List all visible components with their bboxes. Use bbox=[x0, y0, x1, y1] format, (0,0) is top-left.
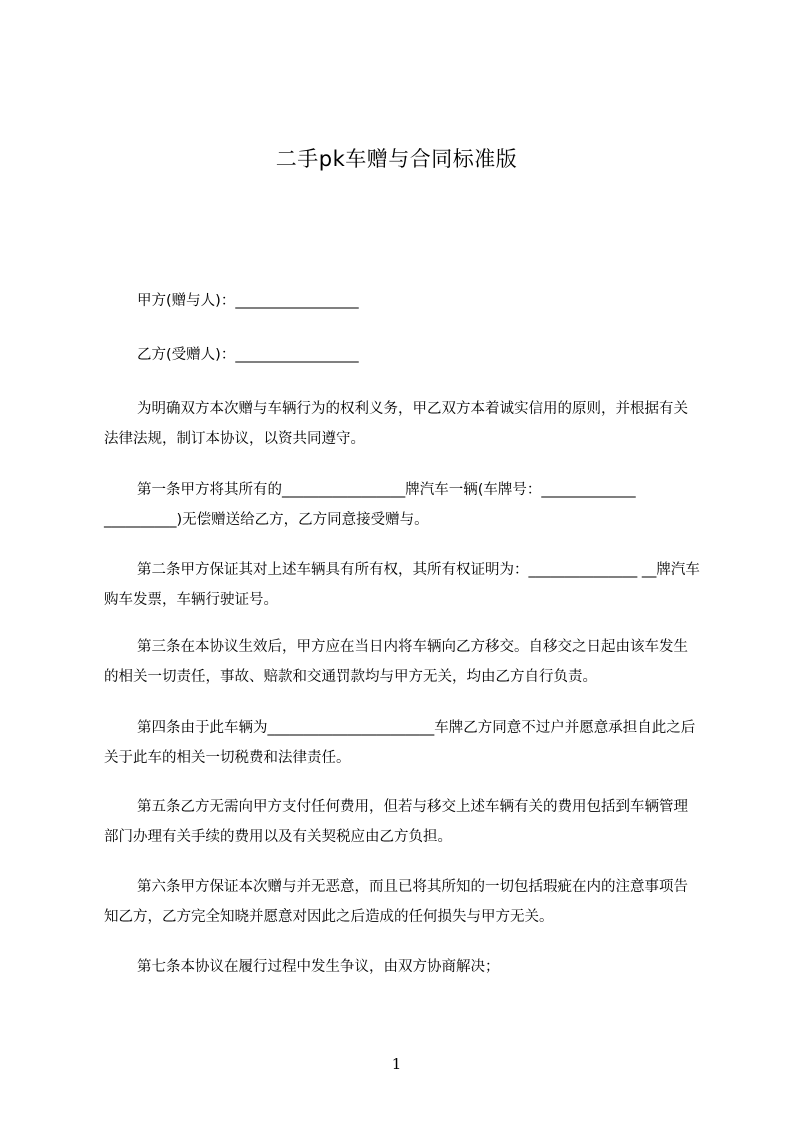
clause-3: 第三条在本协议生效后，甲方应在当日内将车辆向乙方移交。自移交之日起由该车发生的相关一切责任，事故、赔款和交通罚款均与甲方无关，均由乙方自行负责。 bbox=[104, 639, 688, 685]
party-a-line: 甲方(赠与人)：_________________ bbox=[137, 293, 359, 309]
page-number: 1 bbox=[391, 1055, 402, 1073]
clause-7: 第七条本协议在履行过程中发生争议，由双方协商解决； bbox=[137, 959, 500, 975]
clause-6: 第六条甲方保证本次赠与并无恶意，而且已将其所知的一切包括瑕疵在内的注意事项告知乙方，乙方完全知晓并愿意对因此之后造成的任何损失与甲方无关。 bbox=[104, 879, 688, 925]
clause-2: 第二条甲方保证其对上述车辆具有所有权，其所有权证明为：_______________ __牌汽车购车发票，车辆行驶证号。 bbox=[104, 562, 700, 608]
party-b-line: 乙方(受赠人)：_________________ bbox=[137, 347, 359, 363]
clause-5: 第五条乙方无需向甲方支付任何费用，但若与移交上述车辆有关的费用包括到车辆管理部门办理有关手续的费用以及有关契税应由乙方负担。 bbox=[104, 799, 688, 845]
clause-4: 第四条由于此车辆为_______________________车牌乙方同意不过户并愿意承担自此之后关于此车的相关一切税费和法律责任。 bbox=[104, 720, 696, 766]
intro-paragraph: 为明确双方本次赠与车辆行为的权利义务，甲乙双方本着诚实信用的原则，并根据有关法律法规，制订本协议，以资共同遵守。 bbox=[104, 401, 688, 447]
document-title: 二手pk车赠与合同标准版 bbox=[275, 147, 518, 171]
clause-1: 第一条甲方将其所有的_________________牌汽车一辆(车牌号：_____________ __________)无偿赠送给乙方，乙方同意接受赠与。 bbox=[104, 482, 636, 528]
